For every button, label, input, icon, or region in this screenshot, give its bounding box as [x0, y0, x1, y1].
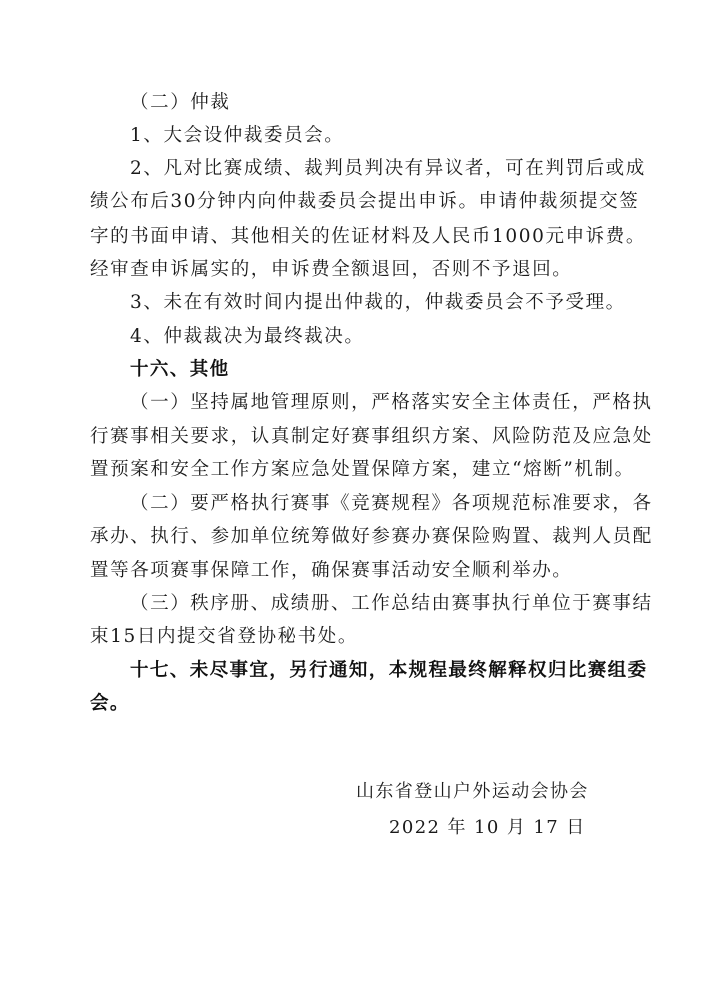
- section-16-para-1-line-2: 行赛事相关要求，认真制定好赛事组织方案、风险防范及应急处: [90, 426, 653, 447]
- arbitration-item-2-line-4: 经审查申诉属实的，申诉费全额退回，否则不予退回。: [90, 259, 573, 280]
- section-17-line-2: 会。: [90, 693, 130, 714]
- section-16-para-2-line-1: （二）要严格执行赛事《竞赛规程》各项规范标准要求，各: [130, 493, 653, 514]
- arbitration-item-4: 4、仲裁裁决为最终裁决。: [130, 326, 365, 347]
- signature-date: 2022 年 10 月 17 日: [389, 817, 586, 838]
- arbitration-heading: （二）仲裁: [130, 92, 231, 113]
- section-16-para-3-line-2: 束15日内提交省登协秘书处。: [90, 626, 358, 647]
- arbitration-item-2-line-3: 字的书面申请、其他相关的佐证材料及人民币1000元申诉费。: [90, 226, 646, 247]
- section-16-heading: 十六、其他: [130, 359, 230, 380]
- arbitration-item-3: 3、未在有效时间内提出仲裁的，仲裁委员会不予受理。: [130, 292, 626, 313]
- arbitration-item-2-line-1: 2、凡对比赛成绩、裁判员判决有异议者，可在判罚后或成: [130, 158, 646, 179]
- arbitration-item-2-line-2: 绩公布后30分钟内向仲裁委员会提出申诉。申请仲裁须提交签: [90, 191, 640, 212]
- section-16-para-2-line-2: 承办、执行、参加单位统筹做好参赛办赛保险购置、裁判人员配: [90, 526, 653, 547]
- section-16-para-3-line-1: （三）秩序册、成绩册、工作总结由赛事执行单位于赛事结: [130, 593, 653, 614]
- section-17-line-1: 十七、未尽事宜，另行通知，本规程最终解释权归比赛组委: [130, 660, 648, 681]
- signature-organization: 山东省登山户外运动会协会: [356, 781, 589, 802]
- arbitration-item-1: 1、大会设仲裁委员会。: [130, 125, 345, 146]
- section-16-para-1-line-1: （一）坚持属地管理原则，严格落实安全主体责任，严格执: [130, 392, 653, 413]
- section-16-para-1-line-3: 置预案和安全工作方案应急处置保障方案，建立“熔断”机制。: [90, 459, 635, 480]
- section-16-para-2-line-3: 置等各项赛事保障工作，确保赛事活动安全顺利举办。: [90, 560, 573, 581]
